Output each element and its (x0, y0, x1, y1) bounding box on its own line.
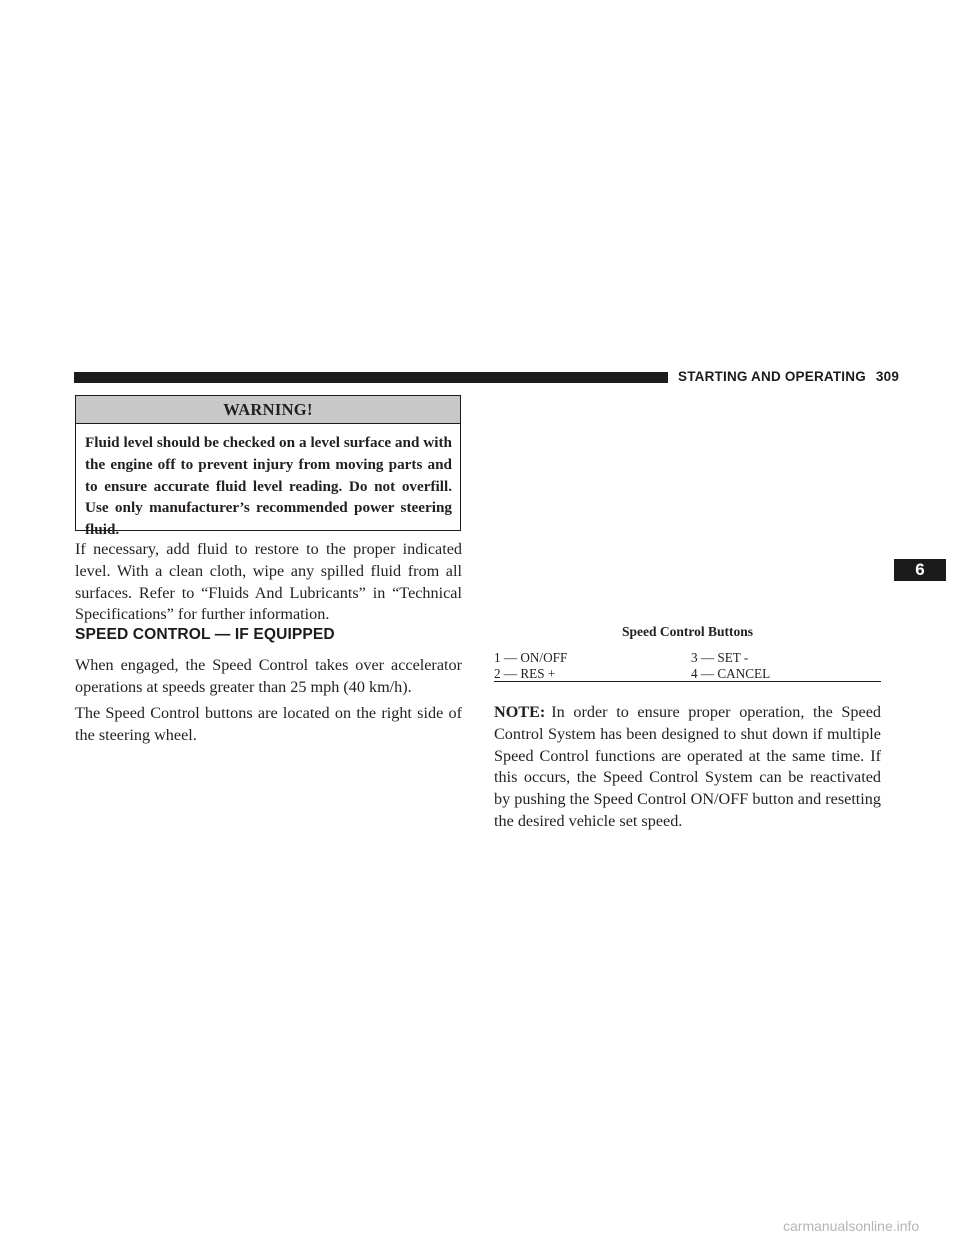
note-label: NOTE: (494, 703, 546, 721)
warning-box (75, 395, 461, 539)
warning-title: WARNING! (76, 396, 460, 424)
figure-caption: Speed Control Buttons (621, 624, 754, 639)
warning-text: Fluid level should be checked on a level surface and with the engine off to prevent injury from moving parts and to ensure accurate fluid level reading. Do not overfill. Use only manufacturer’s recommended power steering fluid. (85, 434, 452, 539)
buttons-location-paragraph: The Speed Control buttons are located on the right side of the steering wheel. (75, 704, 462, 744)
note-paragraph (494, 702, 881, 833)
running-header (678, 369, 899, 384)
chapter-tab: 6 (894, 559, 946, 581)
watermark: carmanualsonline.info (783, 1218, 920, 1234)
header-rule (74, 372, 668, 383)
legend-item: 2 — RES + (494, 666, 556, 681)
speed-control-engaged-paragraph: When engaged, the Speed Control takes over accelerator operations at speeds greater than 25 mph (40 km/h). (75, 656, 462, 696)
legend-item: 1 — ON/OFF (494, 650, 568, 665)
legend-item: 4 — CANCEL (691, 666, 771, 681)
section-heading: SPEED CONTROL — IF EQUIPPED (75, 626, 335, 643)
section-title: STARTING AND OPERATING (678, 369, 866, 384)
legend-item: 3 — SET - (691, 650, 749, 665)
legend-divider (494, 681, 881, 682)
note-text: In order to ensure proper operation, the Speed Control System has been designed to shut down if multiple Speed Control functions are operated at the same time. If this occurs, the Speed Control System can be reactivated by pushing the Speed Control ON/OFF button and resetting the desired vehicle set speed. (494, 703, 881, 830)
page-number: 309 (875, 369, 900, 384)
refill-paragraph: If necessary, add fluid to restore to the proper indicated level. With a clean cloth, wipe any spilled fluid from all surfaces. Refer to “Fluids And Lubricants” in “Technical Specifications” for further information. (75, 540, 462, 624)
